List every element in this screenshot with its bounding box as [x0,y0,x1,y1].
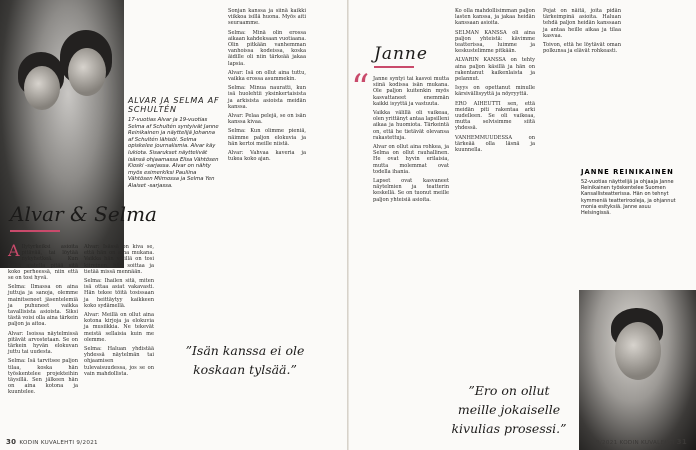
page-number: 30 [6,438,17,446]
caption-title: ALVAR JA SELMA AF SCHULTÉN [128,96,220,114]
pull-quote-text: ”Ero on ollut meille jokaiselle kivulias prosessi.” [451,383,567,436]
text-column [8,241,78,399]
paragraph: Alvar: Pelaa pelejä, se on isän kanssa kivaa. [228,113,306,126]
paragraph: Alvar: Vahvaa kaveria ja tukea koko ajan. [228,150,306,163]
paragraph: Alvar: Isoissa näytelmissä pitävät arvostetaan. Se on tärkein hyvän elokuvan juttu tai uudesta. [8,330,78,356]
paragraph: SELMAN KANSSA oli aina paljon yhteistä: kävimme teatterissa, luimme ja keskustelimme pitkään. [455,29,535,55]
face-shape [615,322,661,380]
page-title: Janne [374,44,428,64]
paragraph: Vaikka välillä oli vaikeaa, olen yrittänyt antaa lapsilleni aikaa ja huomiota. Tärkeintä on, että he tietävät olevansa rakastettuja. [373,110,449,141]
drop-cap: A [8,241,20,260]
pull-quote [449,380,569,437]
paragraph: Alvar: Isässä on kiva se, että hän on aina mukana. Vaikka hän välillä on tosi kiireinen, hän soittaa ja tietää missä mennään. [84,244,154,275]
paragraph: Selma: Isä tarvitsee paljon tilaa, koska hän työskentelee projekteihin täysillä. Sen jälkeen hän on aina kotona ja kuuntelee. [8,358,78,396]
side-caption: 52-vuotias näyttelijä ja ohjaaja Janne Reinikainen työskentelee Suomen Kansallisteatterissa. Hän on tehnyt kymmeniä teatterirooleja, ja ohjannut monia esityksiä. Janne asuu Helsingissä. [581,179,676,217]
open-quote-mark: “ [351,68,370,109]
side-info-box [581,168,681,216]
paragraph: Selma: Kun olimme pieniä, näimme paljon elokuvia ja hän kertoi meille niistä. [228,128,306,147]
title-rule [374,66,414,68]
paragraph: Alvar: Meillä on ollut aina kotona kirjoja ja elokuvia ja musiikkia. Ne tekevät meistä sellaisia kuin me olemme. [84,312,154,343]
face-shape [24,66,60,110]
janne-photo [579,290,696,450]
paragraph: Lapset ovat kasvaneet näytelmien ja teatterin keskellä. Se on tuonut meille paljon yhteisiä asioita. [373,178,449,203]
paragraph: ERO AIHEUTTI sen, että meidän piti rakentaa arki uudelleen. Se oli vaikeaa, mutta selvisimme siitä yhdessä. [455,100,535,132]
paragraph: VANHEMMUUDESSA on tärkeää olla läsnä ja kuunnella. [455,134,535,154]
paragraph: ALVARIN KANSSA on tehty aina paljon käsillä ja hän on rakentanut kaikenlaista ja pelannut. [455,57,535,83]
pull-quote-text: ”Isän kanssa ei ole koskaan tylsää.” [185,343,305,377]
side-column [543,8,621,57]
paragraph: Selma: Ihailen sitä, miten isä ottaa asiat vakavasti. Hän tekee töitä tosissaan ja heittäytyy kaikkeen koko sydämellä. [84,278,154,309]
right-page [349,0,696,450]
text-column [84,244,154,380]
text-column [455,8,535,156]
paragraph: Alvar: Isä on ollut aina tuttu, vaikka erossa asummekin. [228,69,306,83]
photo-caption [128,96,220,190]
paragraph: Selma: Ilmassa on aina juttuja ja sanoja, olemme mainitseneet jäsentelemiä ja puhuneet vaikka tavallisista asioista. Siksi tästä voisi olla aina tärkein paljon ja aitoa. [8,284,78,328]
text-column [228,8,306,165]
text-column [373,76,449,206]
paragraph: Sonjan kanssa ja siinä kaikki viikkoa isillä huona. Myös aiti seuraamme. [228,8,306,27]
page-folio [6,438,98,446]
face-shape [68,48,106,96]
page-title: Alvar & Selma [10,202,157,226]
folio-text: 9/2021 KODIN KUVALEHTI [596,440,675,446]
page-number: 31 [676,438,687,446]
paragraph: Isyys on opettanut minulle kärsivällisyyttä ja nöyryyttä. [455,85,535,98]
paragraph: Toivon, että he löytävät oman polkunsa ja elävät rohkeasti. [543,42,621,55]
left-page [0,0,347,450]
paragraph: Selma: Haluan yhdistää yhdessä näytelmän tai ohjaamisen tulevaisuudessa, jos se on vain mahdollista. [84,346,154,377]
alvar-selma-photo [0,0,124,268]
side-heading: JANNE REINIKAINEN [581,168,674,176]
paragraph: A Ilytyrkeiksi asioita pitävää, tai löytää nykyhetkeä. Kun pitää ajatella pitää sitä koko perheessä, niin että se on tosi hyvä. [8,241,78,282]
paragraph: Janne syntyi tai kasvoi mutta siinä kodissa isän mukana. Ole paljon kuitenkin myös kasvattaneet enemmän kaikki isyyttä ja vastuuta. [373,76,449,107]
paragraph: Ko olla mahdollisimman paljon lasten kanssa, ja jakaa heidän kanssaan asioita. [455,8,535,27]
caption-text: 17-vuotias Alvar ja 19-vuotias Selma af Schultén syntyivät Janne Reinikainen ja näyttelijä Johanna af Schultén lähisöi. Selma opiskelee journalismia. Alvar käy lukiota. Sisarukset näyttelivät isänsä ohjaamassa Elisa Vähtösen Kioski -sarjassa. Alvar on nähty myös esimerkiksi Pauliina Vähtösen Miimossa ja Selma Yen Alaiset -sarjassa. [128,117,219,189]
paragraph: Selma: Minua nauratti, kun isä huolehtii yksinkertaisista ja arkisista asioista meidän kanssa. [228,85,306,110]
title-rule [10,230,60,232]
paragraph: Selma: Minä olin erossa aikaan kahdeksaan vuotiaana. Olin pitkään vanhemman vanhoissa kodeissa, koska äidille oli niin tärkeää jakaa lapsia. [228,29,306,67]
paragraph: Pojat on näitä, joita pidän tärkeimpinä asioita. Haluan tehdä paljon heidän kanssaan ja antaa heille aikaa ja tilaa kasvaa. [543,8,621,39]
page-folio [596,438,690,446]
pull-quote [160,340,330,378]
folio-text: KODIN KUVALEHTI 9/2021 [19,440,98,446]
paragraph: Alvar on ollut aina rohkea, ja Selma on ollut rauhallinen. He ovat hyvin erilaisia, mutta molemmat ovat todella ihania. [373,144,449,175]
